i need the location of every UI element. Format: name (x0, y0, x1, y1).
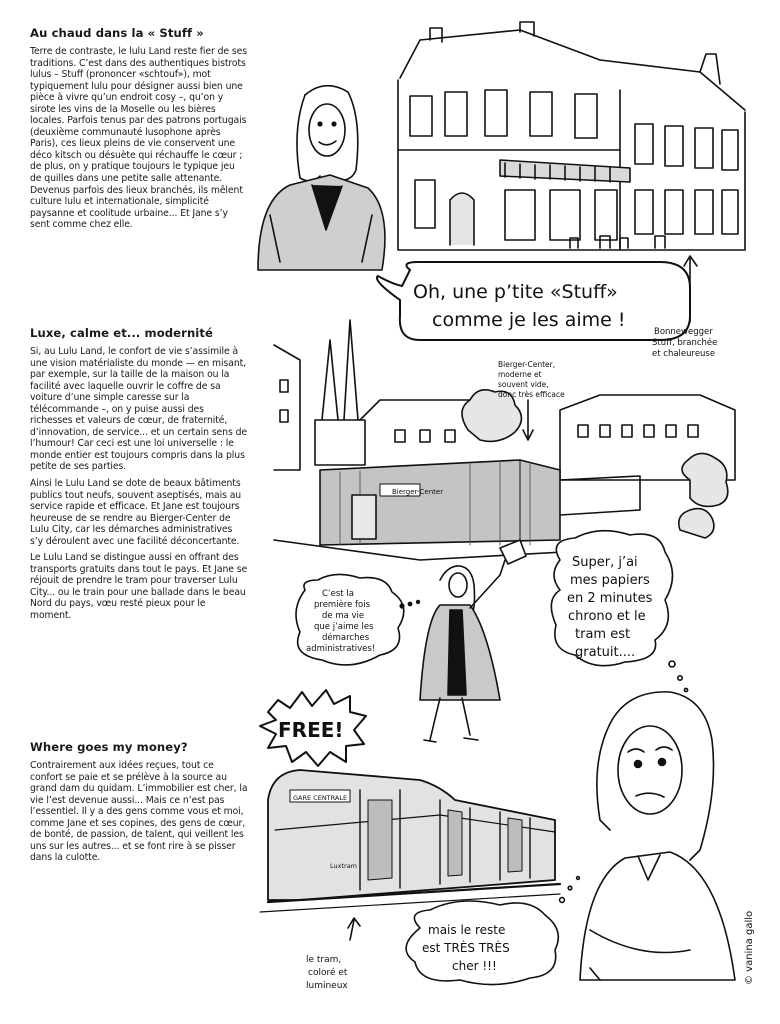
bubble-papers-line5: tram est (575, 627, 631, 642)
caption-center-line4: donc très efficace (498, 390, 565, 399)
bubble-papers-line1: Super, j’ai (572, 555, 638, 570)
caption-stuff-line2: Stuff, branchée (652, 338, 718, 348)
section-paragraph: Ainsi le Lulu Land se dote de beaux bâtiments publics tout neufs, souvent aseptisés, mais au service rapide et efficace. Et Jane est toujours heureuse de se rendre au Bierger-Center de Lulu City, car les démarches administratives s’y déroulent avec une facilité déconcertante. (30, 478, 242, 547)
bubble-first-line2: première fois (314, 600, 371, 610)
caption-tram-line1: le tram, (306, 955, 342, 965)
bubble-stuff-line2: comme je les aime ! (432, 309, 626, 331)
bubble-expensive-line1: mais le reste (428, 923, 506, 937)
caption-stuff-line3: et chaleureuse (652, 349, 716, 359)
artist-signature: © vanina gallo (744, 910, 755, 985)
bubble-papers-line3: en 2 minutes (567, 591, 653, 606)
bubble-first-line1: C’est la (322, 589, 354, 599)
bubble-first-line3: de ma vie (322, 611, 365, 621)
bubble-papers-line6: gratuit.... (575, 645, 636, 660)
caption-center-line3: souvent vide, (498, 380, 549, 389)
bubble-papers-line2: mes papiers (570, 573, 650, 588)
jane-walking-drawing (420, 540, 526, 742)
caption-center-line1: Bierger-Center, (498, 360, 556, 369)
bubble-expensive-line3: cher !!! (452, 959, 497, 973)
free-label: FREE! (278, 718, 344, 742)
bubble-first-line5: démarches (322, 633, 370, 643)
section-title: Where goes my money? (30, 740, 188, 754)
caption-center-line2: moderne et (498, 370, 542, 379)
caption-stuff-line1: Bonnewegger (654, 327, 713, 337)
bierger-center-sign: Bierger-Center (392, 488, 444, 496)
jane-worried-drawing (580, 692, 735, 980)
pointer-arrow-tram (348, 918, 360, 940)
bubble-first-line6: administratives! (306, 644, 376, 654)
pointer-arrow-center (523, 400, 533, 440)
bubble-first-line4: que j’aime les (314, 622, 374, 632)
tram-destination-sign: GARE CENTRALE (293, 794, 348, 802)
bubble-papers-line4: chrono et le (568, 609, 646, 624)
section-title: Au chaud dans la « Stuff » (30, 26, 204, 40)
section-paragraph: Terre de contraste, le lulu Land reste fier de ses traditions. C’est dans des authentiques bistrots lulus – Stuff (prononcer «schtouf»), mot typiquement lulu pour désigner aussi bien une pièce à vivre qu’un endroit cosy –, qu’on y sirote les vins de la Moselle ou les bières locales. Parfois tenus par des patrons portugais (deuxième communauté lusophone après Paris), ces lieux pleins de vie conservent une déco kitsch ou désuète qui réchauffe le cœur ; de plus, on y pratique toujours le typique jeu de quilles dans une petite salle attenante. Devenus parfois des lieux branchés, ils mêlent culture lulu et internationale, simplicité paysanne et coolitude urbaine... Et Jane s’y sent comme chez elle. (30, 46, 247, 231)
caption-tram-line3: lumineux (306, 981, 348, 991)
section-title: Luxe, calme et... modernité (30, 326, 213, 340)
section-paragraph: Si, au Lulu Land, le confort de vie s’assimile à une vision matérialiste du monde — en misant, par exemple, sur la taille de la maison ou la facilité avec laquelle ouvrir le coffre de sa voiture d’une simple caresse sur la télécommande –, on y puise aussi des richesses et valeurs de cœur, de fraternité, d’innovation, de service... et un certain sens de l’humour! Car ceci est une loi universelle : le monde entier est toujours compris dans la plus petite de ses parties. (30, 346, 247, 473)
bubble-expensive-line2: est TRÈS TRÈS (422, 941, 510, 955)
jane-portrait-drawing (258, 86, 385, 270)
tram-brand-logo: Luxtram (330, 862, 358, 870)
caption-tram-line2: coloré et (308, 968, 348, 978)
section-paragraph: Contrairement aux idées reçues, tout ce confort se paie et se prélève à la source au grand dam du quidam. L’immobilier est cher, la vie l’est devenue aussi... Mais ce n’est pas l’essentiel. Il y a des gens comme vous et moi, comme Jane et ses copines, des gens de cœur, de bonté, de passion, de talent, qui veillent les uns sur les autres... et se font rire à se pisser dans la culotte. (30, 760, 248, 864)
stuff-building-drawing (398, 22, 745, 250)
tram-drawing (260, 770, 560, 912)
section-paragraph: Le Lulu Land se distingue aussi en offrant des transports gratuits dans tout le pays. Et Jane se réjouit de prendre le tram pour traverser Lulu City... ou le train pour une ballade dans le beau Nord du pays, vœu resté pieux pour le moment. (30, 552, 248, 622)
bubble-stuff-line1: Oh, une p’tite «Stuff» (413, 281, 618, 303)
